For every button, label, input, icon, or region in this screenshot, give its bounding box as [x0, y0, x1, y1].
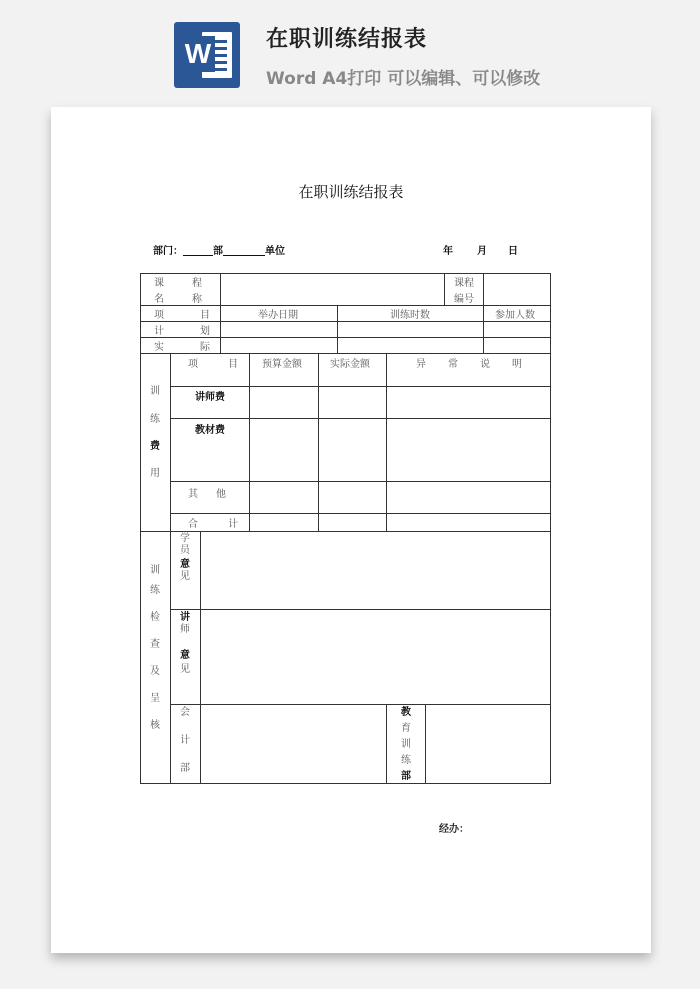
course-number-label: 课程	[454, 278, 474, 289]
unit-label: 单位	[265, 246, 285, 257]
handler-label: 经办：	[439, 824, 469, 835]
document-title: 在职训练结报表	[298, 183, 404, 201]
year-label: 年	[443, 246, 453, 257]
training-dept-label: 教 育 训 练 部	[401, 707, 411, 782]
department-blank	[183, 245, 213, 256]
fee-budget-header: 预算金额	[262, 359, 302, 370]
student-opinion-label: 学 员 意 见	[180, 533, 190, 582]
month-label: 月	[477, 246, 487, 257]
header-title: 在职训练结报表	[266, 27, 428, 52]
department-label: 部门：	[153, 246, 183, 257]
col-date: 举办日期	[258, 310, 298, 321]
bu-label: 部	[213, 246, 223, 257]
row-plan-label: 计 划	[154, 326, 210, 337]
day-label: 日	[508, 246, 518, 257]
header-subtitle: Word A4打印 可以编辑、可以修改	[266, 69, 541, 89]
row-item-label: 项 目	[154, 310, 210, 321]
col-hours: 训练时数	[390, 310, 430, 321]
col-people: 参加人数	[495, 310, 535, 321]
page-header	[0, 0, 700, 100]
report-table: 课 程 名 称 课程 编号 项 目 举办日期 训练时数 参加人数 计 划 实 际 训 练 费 用 项 目 预算金额 实际金额 异 常 说 明 讲师费 教材费 其 他 合 计 训 练 检 查 及 呈 核 学 员 意 见 讲 师 意 见 会 计 部 教 育 训 练 部	[140, 273, 551, 784]
fee-note-header: 异 常 说 明	[416, 359, 522, 370]
unit-blank	[223, 245, 265, 256]
fee-total: 合 计	[188, 519, 238, 530]
course-name-label: 课 程	[154, 278, 202, 289]
document-page	[51, 107, 651, 953]
fee-actual-header: 实际金额	[330, 359, 370, 370]
word-icon	[174, 22, 240, 88]
fee-section-label: 训 练 费 用	[150, 386, 160, 479]
row-actual-label: 实 际	[154, 342, 210, 353]
fee-lecturer: 讲师费	[195, 392, 225, 403]
fee-material: 教材费	[195, 425, 225, 436]
fee-other: 其 他	[188, 489, 226, 500]
lecturer-opinion-label: 讲 师 意 见	[180, 612, 190, 675]
word-letter: W	[181, 36, 215, 72]
fee-item-header: 项 目	[188, 359, 238, 370]
department-line	[153, 242, 285, 257]
check-section-label: 训 练 检 查 及 呈 核	[150, 565, 160, 731]
accounting-label: 会 计 部	[180, 707, 190, 774]
